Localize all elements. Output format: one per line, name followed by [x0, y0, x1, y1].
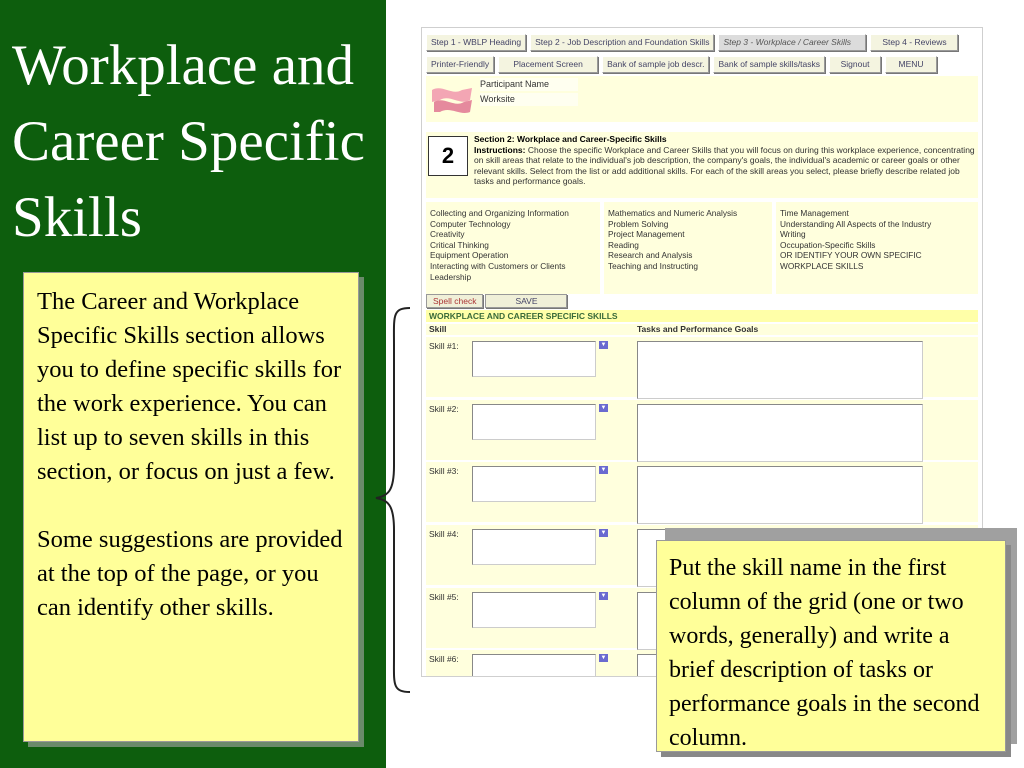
action-buttons	[426, 294, 567, 308]
skill-row-label: Skill #1:	[429, 341, 459, 351]
skill-row	[426, 462, 978, 522]
participant-panel	[426, 76, 978, 122]
tasks-goals-textarea[interactable]	[637, 341, 923, 399]
skill-row-label: Skill #6:	[429, 654, 459, 664]
step-4-button[interactable]: Step 4 - Reviews	[870, 34, 958, 51]
note-right: Put the skill name in the first column of the grid (one or two words, generally) and write a brief description of tasks or performance goals in the second column.	[656, 540, 1006, 752]
slide-title: Workplace and Career Specific Skills	[12, 34, 365, 249]
grid-header	[426, 324, 978, 335]
step-1-button[interactable]: Step 1 - WBLP Heading	[426, 34, 526, 51]
ribbon-icon	[430, 82, 474, 116]
tasks-column-header: Tasks and Performance Goals	[637, 324, 759, 334]
suggestion-item[interactable]: Occupation-Specific Skills	[780, 239, 876, 250]
suggestion-item[interactable]: Writing	[780, 229, 806, 240]
suggestion-column-3	[776, 202, 978, 294]
skill-column-header: Skill	[429, 324, 447, 334]
step-nav	[426, 34, 958, 51]
grid-title: WORKPLACE AND CAREER SPECIFIC SKILLS	[426, 310, 978, 322]
skill-row	[426, 337, 978, 397]
suggestion-item[interactable]: Teaching and Instructing	[608, 260, 698, 271]
dropdown-arrow-icon[interactable]: ▼	[600, 655, 607, 661]
suggestion-item[interactable]: Leadership	[430, 271, 472, 282]
dropdown-arrow-icon[interactable]: ▼	[600, 530, 607, 536]
suggestion-item[interactable]: OR IDENTIFY YOUR OWN SPECIFIC	[780, 250, 922, 261]
skills-bank-button[interactable]: Bank of sample skills/tasks	[713, 56, 825, 73]
instructions-text: Choose the specific Workplace and Career Skills that you will focus on during this workplace experience, concentrating on skill areas that relate to the individual's job description, the company's goals, the individual's academic or career goals or other relevant skills. Select from the list or add additional skills. For each of the skill areas you select, please briefly describe related job tasks and performance goals.	[474, 144, 975, 186]
note-left-paragraph-1: The Career and Workplace Specific Skills section allows you to define specific skills for the work experience. You can list up to seven skills in this section, or focus on just a few.	[37, 288, 342, 485]
suggestion-item[interactable]: Interacting with Customers or Clients	[430, 260, 566, 271]
suggestion-column-1	[426, 202, 600, 294]
note-left-paragraph-2: Some suggestions are provided at the top of the page, or you can identify other skills.	[37, 526, 343, 621]
dropdown-arrow-icon[interactable]: ▼	[600, 593, 607, 599]
suggestion-item[interactable]: Reading	[608, 239, 639, 250]
job-descr-bank-button[interactable]: Bank of sample job descr.	[602, 56, 709, 73]
suggestion-item[interactable]: Mathematics and Numeric Analysis	[608, 208, 738, 218]
save-button[interactable]: SAVE	[485, 294, 567, 308]
suggestion-item[interactable]: Creativity	[430, 229, 465, 240]
skill-name-input[interactable]	[472, 529, 596, 565]
section-number: 2	[428, 136, 468, 176]
suggestion-item[interactable]: Understanding All Aspects of the Industry	[780, 218, 932, 229]
step-2-button[interactable]: Step 2 - Job Description and Foundation Skills	[530, 34, 714, 51]
dropdown-arrow-icon[interactable]: ▼	[600, 342, 607, 348]
suggestion-item[interactable]: Critical Thinking	[430, 239, 489, 250]
suggestion-item[interactable]: Project Management	[608, 229, 685, 240]
skill-row-label: Skill #3:	[429, 466, 459, 476]
skill-row-label: Skill #2:	[429, 404, 459, 414]
menu-button[interactable]: MENU	[885, 56, 937, 73]
skill-name-input[interactable]	[472, 341, 596, 377]
step-3-button[interactable]: Step 3 - Workplace / Career Skills	[718, 34, 866, 51]
skill-row-label: Skill #4:	[429, 529, 459, 539]
signout-button[interactable]: Signout	[829, 56, 881, 73]
section-header	[426, 132, 978, 198]
menu-nav	[426, 56, 937, 73]
skill-name-input[interactable]	[472, 466, 596, 502]
dropdown-arrow-icon[interactable]: ▼	[600, 467, 607, 473]
section-heading: Section 2: Workplace and Career-Specific Skills	[474, 134, 667, 144]
worksite-label: Worksite	[480, 93, 578, 106]
skill-name-input[interactable]	[472, 404, 596, 440]
suggestion-item[interactable]: Collecting and Organizing Information	[430, 208, 569, 218]
note-left	[23, 272, 359, 742]
tasks-goals-textarea[interactable]	[637, 404, 923, 462]
curly-brace	[372, 306, 412, 694]
suggestion-item[interactable]: WORKPLACE SKILLS	[780, 260, 864, 271]
suggestion-item[interactable]: Research and Analysis	[608, 250, 693, 261]
suggestion-item[interactable]: Computer Technology	[430, 218, 511, 229]
skill-name-input[interactable]	[472, 592, 596, 628]
suggestion-column-2	[604, 202, 772, 294]
skill-row	[426, 400, 978, 460]
spell-check-button[interactable]: Spell check	[426, 294, 483, 308]
suggestion-item[interactable]: Time Management	[780, 208, 849, 218]
skill-suggestions	[426, 202, 978, 294]
participant-name-label: Participant Name	[480, 78, 578, 91]
tasks-goals-textarea[interactable]	[637, 466, 923, 524]
placement-screen-button[interactable]: Placement Screen	[498, 56, 598, 73]
instructions-label: Instructions:	[474, 144, 526, 155]
printer-friendly-button[interactable]: Printer-Friendly	[426, 56, 494, 73]
suggestion-item[interactable]: Equipment Operation	[430, 250, 509, 261]
suggestion-item[interactable]: Problem Solving	[608, 218, 669, 229]
section-instructions	[474, 134, 976, 187]
skill-name-input[interactable]	[472, 654, 596, 677]
skill-row-label: Skill #5:	[429, 592, 459, 602]
dropdown-arrow-icon[interactable]: ▼	[600, 405, 607, 411]
